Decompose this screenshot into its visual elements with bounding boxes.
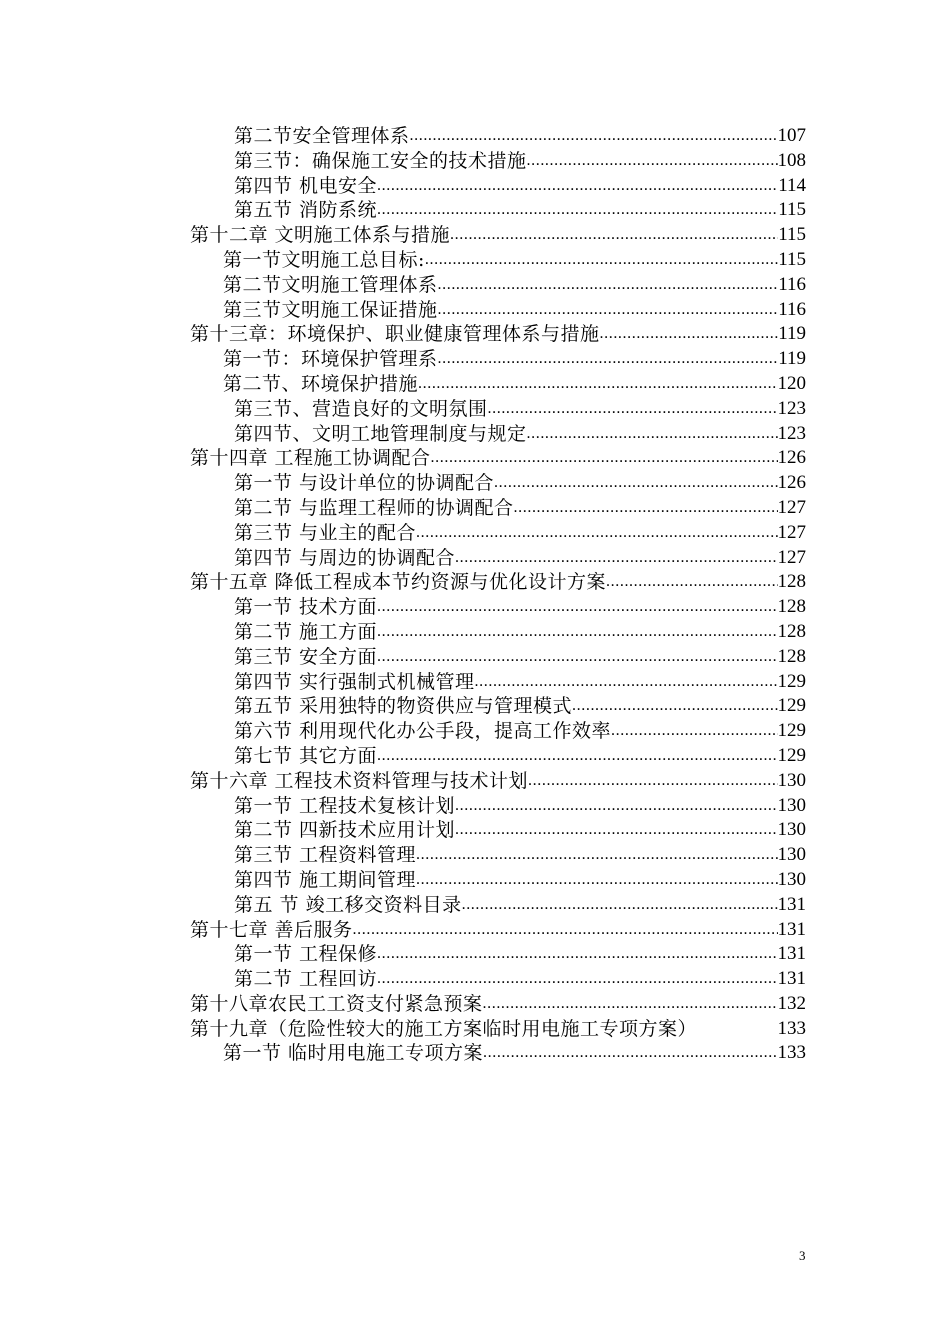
toc-dot-leader <box>377 942 777 967</box>
toc-section-entry[interactable] <box>190 694 806 719</box>
toc-section-entry[interactable] <box>190 471 806 496</box>
toc-section-entry[interactable] <box>190 818 806 843</box>
toc-chapter-entry[interactable] <box>190 446 806 471</box>
toc-dot-leader <box>418 372 777 397</box>
toc-dot-leader <box>425 248 778 273</box>
toc-entry-title: 第十八章农民工工资支付紧急预案 <box>190 992 483 1015</box>
toc-section-entry[interactable] <box>190 670 806 695</box>
toc-section-entry[interactable] <box>190 198 806 223</box>
toc-entry-title: 第四节、文明工地管理制度与规定 <box>234 422 527 445</box>
toc-entry-title: 第三节 安全方面 <box>234 645 378 668</box>
toc-section-entry[interactable] <box>190 620 806 645</box>
toc-entry-title: 第一节 工程保修 <box>234 943 378 966</box>
table-of-contents <box>190 124 806 1066</box>
toc-dot-leader <box>438 347 779 372</box>
toc-entry-page: 129 <box>777 695 806 717</box>
toc-entry-title: 第三节、营造良好的文明氛围 <box>234 397 488 420</box>
toc-entry-page: 128 <box>777 645 806 667</box>
toc-dot-leader <box>528 769 777 794</box>
toc-entry-page: 133 <box>777 1042 806 1064</box>
toc-entry-page: 129 <box>777 744 806 766</box>
toc-dot-leader <box>431 446 778 471</box>
toc-dot-leader <box>611 719 777 744</box>
toc-dot-leader <box>455 546 777 571</box>
toc-dot-leader <box>462 893 778 918</box>
toc-entry-title: 第二节文明施工管理体系 <box>223 273 438 296</box>
toc-entry-page: 130 <box>777 794 806 816</box>
toc-entry-title: 第十五章 降低工程成本节约资源与优化设计方案 <box>190 571 607 594</box>
toc-section-entry[interactable] <box>190 744 806 769</box>
toc-entry-page: 120 <box>777 372 806 394</box>
toc-section-entry[interactable] <box>190 347 806 372</box>
toc-entry-title: 第二节安全管理体系 <box>234 125 410 147</box>
toc-section-entry[interactable] <box>190 496 806 521</box>
toc-dot-leader <box>438 298 779 323</box>
toc-entry-page: 126 <box>777 472 806 494</box>
toc-entry-page: 132 <box>777 992 806 1014</box>
toc-entry-title: 第二节 工程回访 <box>234 968 378 991</box>
toc-entry-page: 119 <box>778 323 806 345</box>
toc-dot-leader <box>606 570 777 595</box>
toc-section-entry[interactable] <box>190 422 806 447</box>
toc-entry-title: 第一节文明施工总目标: <box>223 248 425 271</box>
toc-dot-leader <box>416 521 777 546</box>
toc-entry-title: 第一节：环境保护管理系 <box>223 348 438 371</box>
toc-chapter-entry[interactable] <box>190 769 806 794</box>
toc-dot-leader <box>410 124 778 149</box>
toc-entry-title: 第十六章 工程技术资料管理与技术计划 <box>190 769 529 792</box>
toc-entry-title: 第六节 利用现代化办公手段，提高工作效率 <box>234 720 612 743</box>
toc-dot-leader <box>377 744 777 769</box>
toc-entry-title: 第一节 技术方面 <box>234 596 378 619</box>
toc-entry-page: 130 <box>777 819 806 841</box>
toc-dot-leader <box>377 198 778 223</box>
toc-section-entry[interactable] <box>190 843 806 868</box>
toc-chapter-entry[interactable] <box>190 223 806 248</box>
toc-entry-page: 123 <box>777 397 806 419</box>
toc-entry-title: 第十二章 文明施工体系与措施 <box>190 224 451 247</box>
toc-entry-page: 119 <box>778 348 806 370</box>
toc-entry-page: 130 <box>777 844 806 866</box>
toc-dot-leader <box>514 496 778 521</box>
toc-dot-leader <box>416 868 777 893</box>
toc-entry-page: 123 <box>777 422 806 444</box>
toc-section-entry[interactable] <box>190 372 806 397</box>
toc-section-entry[interactable] <box>190 1041 806 1066</box>
toc-section-entry[interactable] <box>190 397 806 422</box>
toc-entry-page: 129 <box>777 670 806 692</box>
toc-entry-page: 129 <box>777 720 806 742</box>
toc-dot-leader <box>488 397 778 422</box>
toc-entry-title: 第五节 采用独特的物资供应与管理模式 <box>234 695 573 718</box>
toc-entry-title: 第三节 与业主的配合 <box>234 521 417 544</box>
toc-entry-title: 第七节 其它方面 <box>234 744 378 767</box>
toc-section-entry[interactable] <box>190 868 806 893</box>
toc-section-entry[interactable] <box>190 645 806 670</box>
toc-dot-leader <box>353 918 778 943</box>
toc-entry-title: 第三节文明施工保证措施 <box>223 298 438 321</box>
toc-dot-leader <box>455 818 777 843</box>
toc-entry-title: 第一节 临时用电施工专项方案 <box>223 1042 484 1065</box>
toc-entry-page: 128 <box>777 571 806 593</box>
toc-section-entry[interactable] <box>190 248 806 273</box>
toc-dot-leader <box>377 645 777 670</box>
toc-entry-title: 第二节 施工方面 <box>234 620 378 643</box>
toc-dot-leader <box>450 223 778 248</box>
toc-chapter-entry[interactable] <box>190 1017 806 1042</box>
toc-dot-leader <box>416 843 777 868</box>
toc-entry-title: 第十四章 工程施工协调配合 <box>190 447 431 470</box>
toc-entry-page: 114 <box>778 174 806 196</box>
toc-section-entry[interactable] <box>190 967 806 992</box>
toc-entry-title: 第五节 消防系统 <box>234 199 378 222</box>
toc-section-entry[interactable] <box>190 546 806 571</box>
toc-entry-page: 130 <box>777 868 806 890</box>
toc-section-entry[interactable] <box>190 794 806 819</box>
toc-entry-title: 第四节 与周边的协调配合 <box>234 546 456 569</box>
toc-dot-leader <box>600 322 779 347</box>
toc-entry-page: 116 <box>778 273 806 295</box>
toc-entry-title: 第四节 机电安全 <box>234 174 378 197</box>
toc-entry-page: 127 <box>777 496 806 518</box>
toc-entry-page: 116 <box>778 298 806 320</box>
toc-entry-page: 115 <box>778 199 806 221</box>
toc-chapter-entry[interactable] <box>190 992 806 1017</box>
toc-entry-page: 133 <box>777 1017 806 1039</box>
toc-entry-title: 第二节、环境保护措施 <box>223 372 419 395</box>
toc-entry-page: 115 <box>778 224 806 246</box>
toc-section-entry[interactable] <box>190 719 806 744</box>
toc-entry-page: 128 <box>777 596 806 618</box>
toc-dot-leader <box>494 471 777 496</box>
toc-entry-title: 第十三章：环境保护、职业健康管理体系与措施 <box>190 323 600 346</box>
toc-dot-leader <box>377 967 777 992</box>
toc-entry-page: 127 <box>777 546 806 568</box>
toc-entry-page: 115 <box>778 248 806 270</box>
toc-dot-leader <box>377 620 777 645</box>
toc-dot-leader <box>527 149 778 174</box>
toc-section-entry[interactable] <box>190 595 806 620</box>
toc-entry-title: 第三节：确保施工安全的技术措施 <box>234 149 527 172</box>
toc-chapter-entry[interactable] <box>190 322 806 347</box>
toc-entry-page: 128 <box>777 620 806 642</box>
toc-dot-leader <box>438 273 779 298</box>
toc-dot-leader <box>483 1041 777 1066</box>
toc-entry-title: 第一节 与设计单位的协调配合 <box>234 472 495 495</box>
toc-entry-page: 130 <box>777 769 806 791</box>
toc-section-entry[interactable] <box>190 942 806 967</box>
toc-section-entry[interactable] <box>190 298 806 323</box>
toc-dot-leader <box>527 422 778 447</box>
toc-dot-leader <box>483 992 778 1017</box>
toc-section-entry[interactable] <box>190 273 806 298</box>
toc-entry-page: 131 <box>777 918 806 940</box>
toc-entry-title: 第五 节 竣工移交资料目录 <box>234 893 462 916</box>
toc-section-entry[interactable] <box>190 893 806 918</box>
toc-entry-page: 131 <box>777 943 806 965</box>
toc-section-entry[interactable] <box>190 174 806 199</box>
toc-entry-page: 107 <box>777 125 806 146</box>
toc-entry-page: 131 <box>777 968 806 990</box>
toc-entry-title: 第三节 工程资料管理 <box>234 844 417 867</box>
toc-chapter-entry[interactable] <box>190 918 806 943</box>
toc-entry-page: 108 <box>777 149 806 171</box>
toc-entry-title: 第十九章（危险性较大的施工方案临时用电施工专项方案） <box>190 1017 698 1040</box>
toc-entry-title: 第四节 施工期间管理 <box>234 868 417 891</box>
toc-entry-title: 第二节 与监理工程师的协调配合 <box>234 496 514 519</box>
toc-section-entry[interactable] <box>190 521 806 546</box>
toc-entry-page: 131 <box>777 893 806 915</box>
toc-dot-leader <box>377 595 777 620</box>
page-number: 3 <box>799 1248 806 1263</box>
toc-chapter-entry[interactable] <box>190 570 806 595</box>
toc-dot-leader <box>455 794 777 819</box>
toc-dot-leader <box>377 174 778 199</box>
toc-entry-title: 第四节 实行强制式机械管理 <box>234 670 475 693</box>
toc-entry-title: 第一节 工程技术复核计划 <box>234 794 456 817</box>
toc-section-entry[interactable] <box>190 149 806 174</box>
toc-entry-page: 127 <box>777 521 806 543</box>
toc-dot-leader <box>475 670 778 695</box>
toc-entry-page: 126 <box>777 447 806 469</box>
toc-dot-leader <box>572 694 777 719</box>
toc-entry-title: 第二节 四新技术应用计划 <box>234 819 456 842</box>
toc-section-entry[interactable] <box>190 124 806 149</box>
toc-entry-title: 第十七章 善后服务 <box>190 918 353 941</box>
